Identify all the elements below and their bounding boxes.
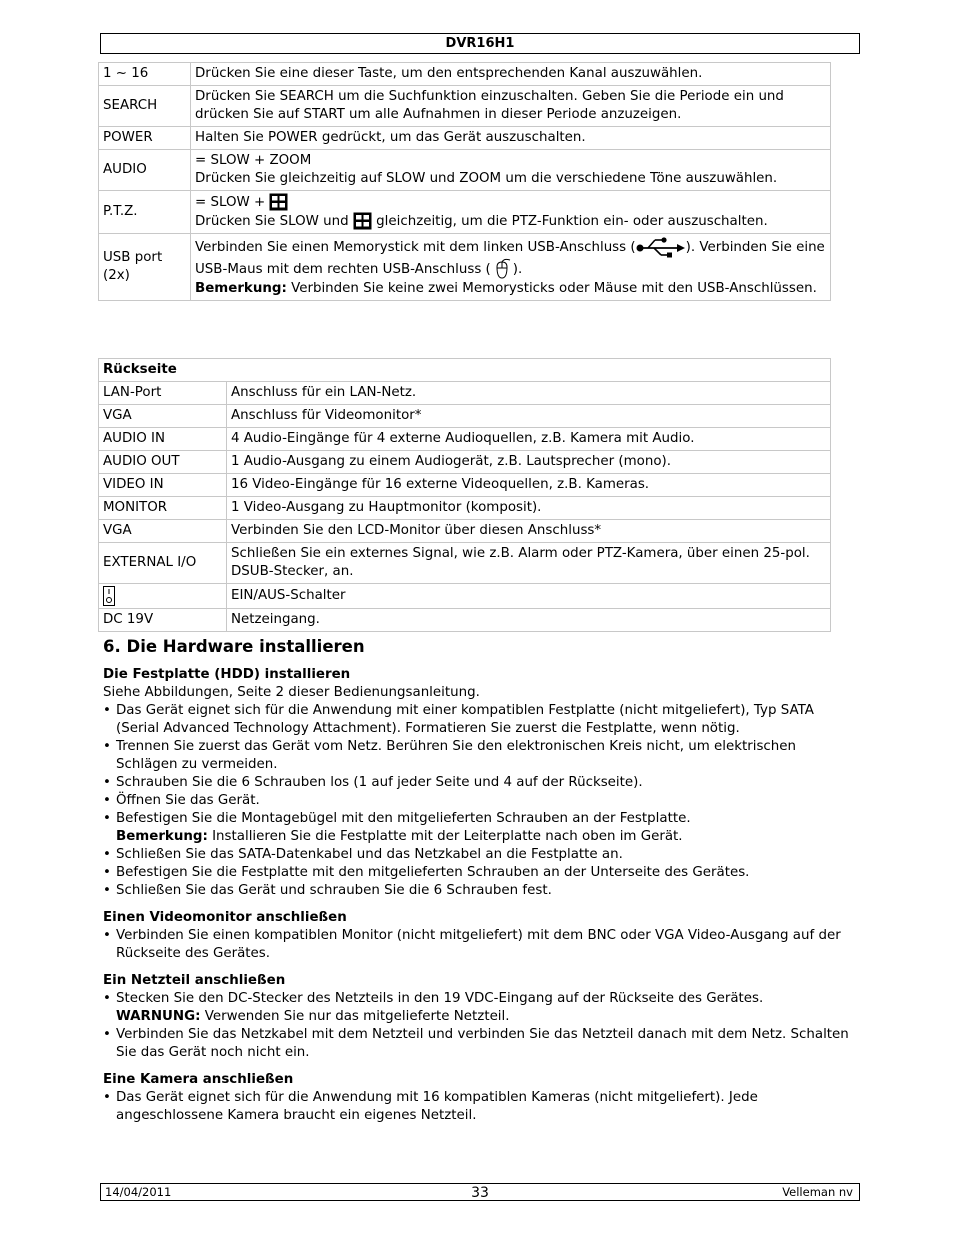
list-item: • Das Gerät eignet sich für die Anwendung mit einer kompatiblen Festplatte (nicht mitgeliefert), Typ SATA (Serial Advanced Technology Attachment). Formatieren Sie zuerst die Festplatte, wenn nötig. (103, 702, 853, 738)
section-title: 6. Die Hardware installieren (103, 637, 365, 656)
row-key: MONITOR (99, 497, 227, 520)
footer-date: 14/04/2011 (105, 1185, 172, 1199)
note-text: Installieren Sie die Festplatte mit der Leiterplatte nach oben im Gerät. (207, 829, 683, 844)
row-line: = SLOW + ZOOM (195, 153, 312, 168)
installation-section (103, 638, 853, 1125)
footer-company: Velleman nv (782, 1185, 853, 1199)
list-item: • Schließen Sie das SATA-Datenkabel und das Netzkabel an die Festplatte an. (103, 846, 853, 864)
row-note (195, 280, 826, 298)
row-key: AUDIO IN (99, 428, 227, 451)
list-item: • Schrauben Sie die 6 Schrauben los (1 auf jeder Seite und 4 auf der Rückseite). (103, 774, 853, 792)
table-row (99, 428, 831, 451)
row-text-part: ). (512, 262, 523, 277)
power-switch-icon (103, 586, 115, 606)
row-key: 1 ~ 16 (99, 63, 191, 86)
row-key: USB port (2x) (99, 234, 191, 301)
rear-heading: Rückseite (99, 359, 831, 382)
table-row (99, 520, 831, 543)
document-header (100, 33, 860, 54)
row-key: EXTERNAL I/O (99, 543, 227, 584)
row-text-part: ). Verbinden Sie eine USB-Maus mit dem rechten USB-Anschluss ( (195, 240, 825, 277)
table-row (99, 451, 831, 474)
note-label: Bemerkung: (116, 829, 208, 844)
rear-panel-table (98, 358, 831, 632)
table-row (99, 359, 831, 382)
table-row (99, 63, 831, 86)
quad-screen-icon (269, 193, 288, 211)
subsection-heading: Einen Videomonitor anschließen (103, 910, 347, 925)
row-key: DC 19V (99, 609, 227, 632)
note-text: Verbinden Sie keine zwei Memorysticks oder Mäuse mit den USB-Anschlüssen. (286, 281, 817, 296)
table-row (99, 405, 831, 428)
note-label: Bemerkung: (195, 281, 287, 296)
list-item: • Das Gerät eignet sich für die Anwendung mit 16 kompatiblen Kameras (nicht mitgeliefert). Jede angeschlossene Kamera braucht ein eigenes Netzteil. (103, 1089, 853, 1125)
row-key: AUDIO OUT (99, 451, 227, 474)
table-row (99, 609, 831, 632)
intro-text: Siehe Abbildungen, Seite 2 dieser Bedienungsanleitung. (103, 685, 480, 700)
row-key: P.T.Z. (99, 191, 191, 234)
row-text: 1 Audio-Ausgang zu einem Audiogerät, z.B. Lautsprecher (mono). (227, 451, 831, 474)
row-text: Schließen Sie ein externes Signal, wie z.B. Alarm oder PTZ-Kamera, über einen 25-pol. DSUB-Stecker, an. (227, 543, 831, 584)
table-row (99, 543, 831, 584)
row-text: Verbinden Sie den LCD-Monitor über diesen Anschluss* (227, 520, 831, 543)
row-key: VGA (99, 405, 227, 428)
table-row (99, 86, 831, 127)
list-item: • Schließen Sie das Gerät und schrauben Sie die 6 Schrauben fest. (103, 882, 853, 900)
row-text: Drücken Sie SEARCH um die Suchfunktion einzuschalten. Geben Sie die Periode ein und drücken Sie auf START um alle Aufnahmen in dieser Periode anzuzeigen. (191, 86, 831, 127)
psu-steps-list (103, 990, 853, 1062)
row-text: Drücken Sie eine dieser Taste, um den entsprechenden Kanal auszuwählen. (191, 63, 831, 86)
row-key: LAN-Port (99, 382, 227, 405)
front-panel-table (98, 62, 831, 301)
row-text: Netzeingang. (227, 609, 831, 632)
list-item: • Befestigen Sie die Festplatte mit den mitgelieferten Schrauben an der Unterseite des Gerätes. (103, 864, 853, 882)
row-text: Anschluss für ein LAN-Netz. (227, 382, 831, 405)
list-item: • Verbinden Sie einen kompatiblen Monitor (nicht mitgeliefert) mit dem BNC oder VGA Video-Ausgang auf der Rückseite des Gerätes. (103, 927, 853, 963)
list-item-text: Befestigen Sie die Montagebügel mit den mitgelieferten Schrauben an der Festplatte. (116, 811, 691, 826)
row-text (191, 191, 831, 234)
mouse-icon (491, 258, 513, 280)
list-item-text: Stecken Sie den DC-Stecker des Netzteils in den 19 VDC-Eingang auf der Rückseite des Gerätes. (116, 991, 764, 1006)
table-row (99, 150, 831, 191)
row-line-text: gleichzeitig, um die PTZ-Funktion ein- oder auszuschalten. (376, 214, 768, 229)
row-key: POWER (99, 127, 191, 150)
document-footer (100, 1183, 860, 1201)
table-row (99, 234, 831, 301)
row-text (191, 150, 831, 191)
header-title: DVR16H1 (445, 36, 515, 51)
row-key (99, 584, 227, 609)
table-row (99, 382, 831, 405)
row-key: VIDEO IN (99, 474, 227, 497)
warning-label: WARNUNG: (116, 1009, 201, 1024)
row-text: Anschluss für Videomonitor* (227, 405, 831, 428)
table-row (99, 474, 831, 497)
row-key: AUDIO (99, 150, 191, 191)
table-row (99, 584, 831, 609)
table-row (99, 127, 831, 150)
page-number: 33 (471, 1185, 489, 1201)
hdd-steps-list (103, 702, 853, 900)
row-text-part: Verbinden Sie einen Memorystick mit dem linken USB-Anschluss ( (195, 240, 636, 255)
list-item: • Trennen Sie zuerst das Gerät vom Netz. Berühren Sie den elektronischen Kreis nicht, um elektrischen Schlägen zu vermeiden. (103, 738, 853, 774)
row-line (195, 212, 826, 231)
row-key: VGA (99, 520, 227, 543)
list-item (103, 990, 853, 1026)
table-row (99, 497, 831, 520)
row-text: 1 Video-Ausgang zu Hauptmonitor (komposit). (227, 497, 831, 520)
row-text: EIN/AUS-Schalter (227, 584, 831, 609)
row-text: 16 Video-Eingänge für 16 externe Videoquellen, z.B. Kameras. (227, 474, 831, 497)
camera-steps-list (103, 1089, 853, 1125)
row-line-text: Drücken Sie SLOW und (195, 214, 349, 229)
monitor-steps-list (103, 927, 853, 963)
subsection-heading: Eine Kamera anschließen (103, 1072, 294, 1087)
subsection-heading: Ein Netzteil anschließen (103, 973, 286, 988)
row-text (191, 234, 831, 301)
row-text: 4 Audio-Eingänge für 4 externe Audioquellen, z.B. Kamera mit Audio. (227, 428, 831, 451)
subsection-heading: Die Festplatte (HDD) installieren (103, 667, 351, 682)
warning-text: Verwenden Sie nur das mitgelieferte Netzteil. (200, 1009, 510, 1024)
table-row (99, 191, 831, 234)
row-line: Drücken Sie gleichzeitig auf SLOW und ZOOM um die verschiedene Töne auszuwählen. (195, 171, 778, 186)
usb-icon (636, 236, 686, 258)
row-line-text: = SLOW + (195, 195, 266, 210)
list-item: • Verbinden Sie das Netzkabel mit dem Netzteil und verbinden Sie das Netzteil danach mit dem Netz. Schalten Sie das Gerät noch nicht ein. (103, 1026, 853, 1062)
list-item: • Öffnen Sie das Gerät. (103, 792, 853, 810)
quad-screen-icon (353, 212, 372, 230)
row-line (195, 193, 826, 212)
list-item (103, 810, 853, 846)
row-key: SEARCH (99, 86, 191, 127)
row-text: Halten Sie POWER gedrückt, um das Gerät auszuschalten. (191, 127, 831, 150)
